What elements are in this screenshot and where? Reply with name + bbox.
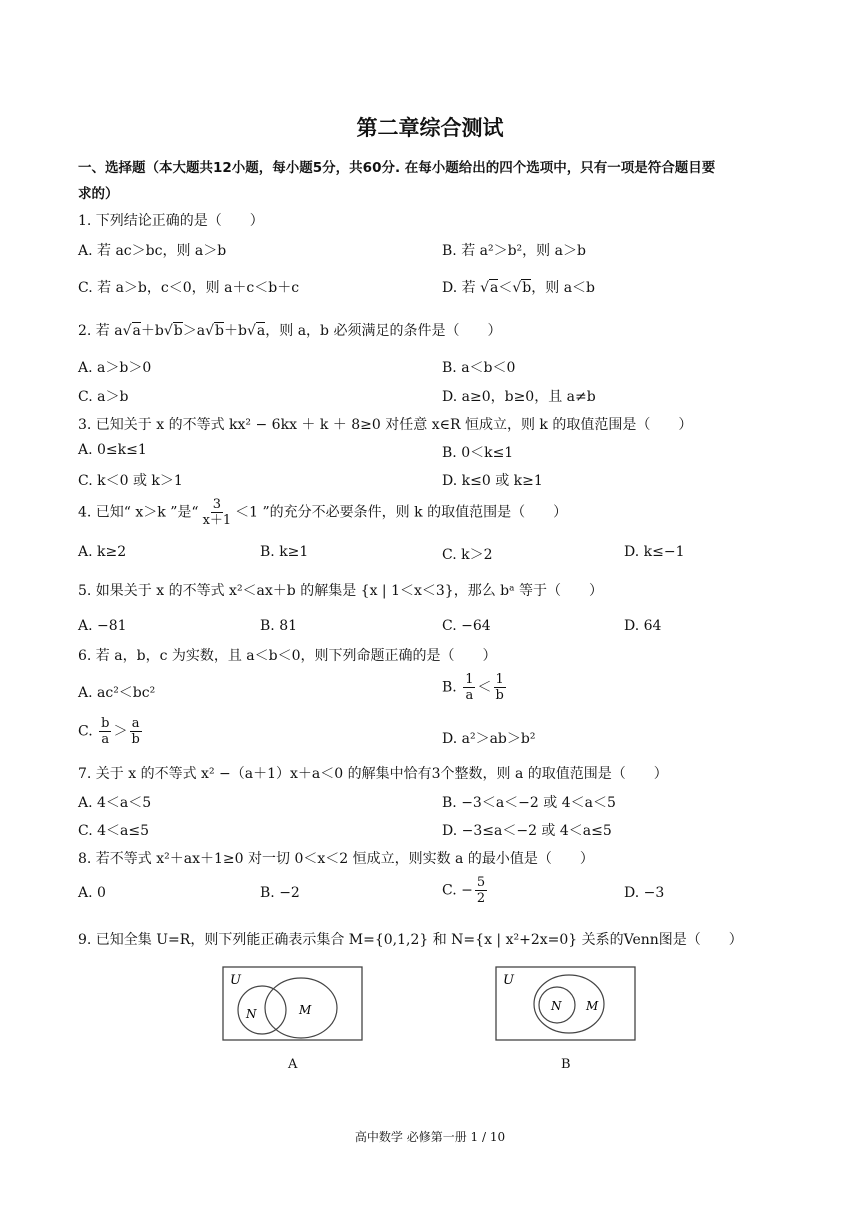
q3-option-d: D. k≤0 或 k≥1 [442,473,543,489]
venn-diagram-b [495,966,637,1042]
q7-option-b: B. −3＜a＜−2 或 4＜a＜5 [442,795,616,811]
q4-option-c: C. k＞2 [442,547,493,563]
q5-option-a: A. −81 [78,618,127,634]
label-m: M [299,1003,312,1017]
question-2-stem: 2. 若 a√a＋b√b＞a√b＋b√a，则 a，b 必须满足的条件是（ ） [78,323,502,339]
question-5-stem: 5. 如果关于 x 的不等式 x²＜ax＋b 的解集是 {x | 1＜x＜3}，那么 bᵃ 等于（ ） [78,583,603,599]
q1-option-b: B. 若 a²＞b²，则 a＞b [442,243,586,259]
q6-option-c: C. $\frac{b}{a}$ ＞ $\frac{a}{b}$ [78,716,140,747]
label-n: N [551,999,562,1013]
q6-option-d: D. a²＞ab＞b² [442,731,536,747]
q7-option-a: A. 4＜a＜5 [78,795,152,811]
q7-option-d: D. −3≤a＜−2 或 4＜a≤5 [442,823,612,839]
q1-option-a: A. 若 ac＞bc，则 a＞b [78,243,227,259]
question-8-stem: 8. 若不等式 x²＋ax＋1≥0 对一切 0＜x＜2 恒成立，则实数 a 的最小值是（ ） [78,851,594,867]
q2-option-c: C. a＞b [78,389,129,405]
venn-caption-b: B [561,1057,571,1072]
q7-option-c: C. 4＜a≤5 [78,823,150,839]
q5-option-b: B. 81 [260,618,298,634]
q6-option-a: A. ac²＜bc² [78,685,156,701]
q3-option-b: B. 0＜k≤1 [442,445,514,461]
section-heading-cont: 求的） [78,186,119,202]
q4-option-d: D. k≤−1 [624,544,685,560]
q5-option-d: D. 64 [624,618,662,634]
q8-option-b: B. −2 [260,885,300,901]
label-u: U [503,973,514,988]
section-heading: 一、选择题（本大题共12小题，每小题5分，共60分. 在每小题给出的四个选项中，只有一项是符合题目要 [78,160,716,176]
q3-option-c: C. k＜0 或 k＞1 [78,473,183,489]
label-m: M [586,999,599,1013]
question-6-stem: 6. 若 a，b，c 为实数，且 a＜b＜0，则下列命题正确的是（ ） [78,648,497,664]
q3-option-a: A. 0≤k≤1 [78,442,147,458]
q8-option-d: D. −3 [624,885,665,901]
question-7-stem: 7. 关于 x 的不等式 x² −（a＋1）x＋a＜0 的解集中恰有3个整数，则 a 的取值范围是（ ） [78,766,668,782]
venn-caption-a: A [288,1057,298,1072]
universal-set-box [223,967,362,1040]
question-9-stem: 9. 已知全集 U=R，则下列能正确表示集合 M={0,1,2} 和 N={x | x²+2x=0} 关系的Venn图是（ ） [78,932,743,948]
q2-option-a: A. a＞b＞0 [78,360,152,376]
page-footer: 高中数学 必修第一册 1 / 10 [354,1130,506,1144]
page-title: 第二章综合测试 [356,116,504,140]
q1-option-c: C. 若 a＞b，c＜0，则 a＋c＜b＋c [78,280,300,296]
universal-set-box [496,967,635,1040]
question-3-stem: 3. 已知关于 x 的不等式 kx² − 6kx ＋ k ＋ 8≥0 对任意 x∈R 恒成立，则 k 的取值范围是（ ） [78,417,693,433]
q4-option-b: B. k≥1 [260,544,309,560]
q5-option-c: C. −64 [442,618,491,634]
q8-option-a: A. 0 [78,885,106,901]
q2-option-b: B. a＜b＜0 [442,360,516,376]
q1-option-d: D. 若 √a＜√b，则 a＜b [442,280,596,296]
venn-diagram-a [222,966,364,1042]
label-n: N [246,1007,257,1021]
q4-option-a: A. k≥2 [78,544,127,560]
q6-option-b: B. $\frac{1}{a}$ ＜ $\frac{1}{b}$ [442,672,504,703]
q2-option-d: D. a≥0，b≥0，且 a≠b [442,389,596,405]
label-u: U [230,973,241,988]
question-1-stem: 1. 下列结论正确的是（ ） [78,213,264,229]
q8-option-c: C. − $\frac{5}{2}$ [442,875,486,906]
question-4-stem: 4. 已知“ x＞k ”是“ $\frac{3}{x+1}$ ＜1 ”的充分不必要条件，则 k 的取值范围是（ ） [78,497,568,528]
